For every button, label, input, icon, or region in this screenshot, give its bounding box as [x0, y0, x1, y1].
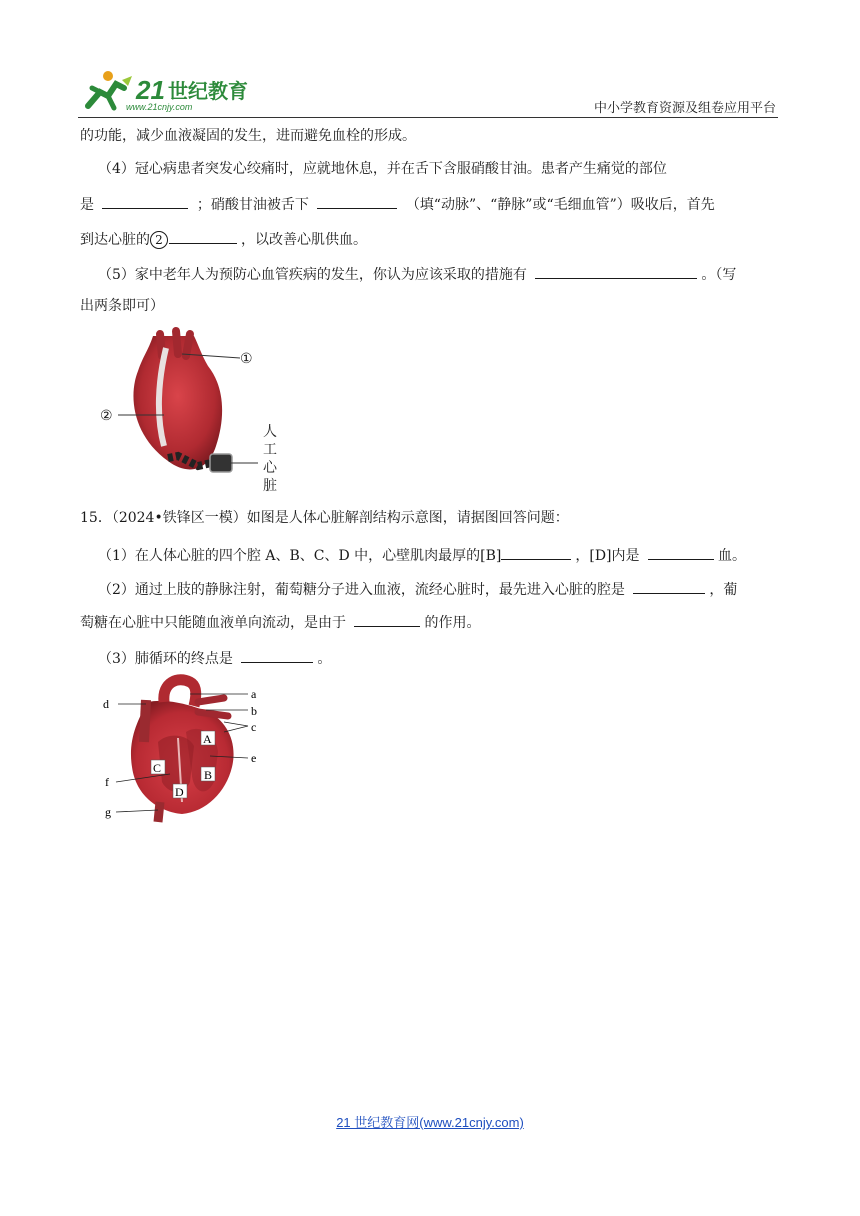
- footer-link[interactable]: 21 世纪教育网(www.21cnjy.com): [336, 1115, 524, 1130]
- answer-blank[interactable]: [535, 263, 697, 279]
- answer-blank[interactable]: [501, 544, 571, 560]
- answer-blank[interactable]: [354, 611, 420, 627]
- q4-c-text2: ，以改善心肌供血。: [241, 232, 367, 248]
- q4-line-a: （4）冠心病患者突发心绞痛时，应就地休息，并在舌下含服硝酸甘油。患者产生痛觉的部位: [98, 161, 667, 177]
- q15-3-text1: （3）肺循环的终点是: [98, 651, 233, 667]
- q15-2-line-a: [98, 578, 737, 600]
- circled-number: 2: [150, 231, 168, 249]
- q15-2-text1: （2）通过上肢的静脉注射，葡萄糖分子进入血液，流经心脏时，最先进入心脏的腔是: [98, 582, 625, 598]
- fig2-label-d: d: [103, 697, 109, 711]
- fig2-label-e: e: [251, 751, 257, 765]
- fig2-chamber-C: C: [153, 761, 162, 775]
- fig1-label-2: ②: [100, 408, 113, 424]
- answer-blank[interactable]: [169, 228, 237, 244]
- fig1-label-1: ①: [240, 351, 253, 367]
- q15-2-line-b: [80, 611, 480, 633]
- logo-name: 世纪教育: [168, 79, 248, 103]
- q15-1-text1: （1）在人体心脏的四个腔 A、B、C、D 中，心壁肌肉最厚的[B]: [98, 548, 502, 564]
- logo-number: 21: [136, 75, 165, 105]
- q4-b-text3: （填“动脉”、“静脉”或“毛细血管”）吸收后，首先: [405, 197, 715, 213]
- q4-line-c: [80, 228, 367, 250]
- heart-anatomy-figure: [98, 672, 278, 830]
- header-platform-text: 中小学教育资源及组卷应用平台: [593, 101, 776, 116]
- q15-2-text2: ，葡: [709, 582, 738, 598]
- logo-url: www.21cnjy.com: [126, 102, 193, 112]
- fig2-label-b: b: [251, 704, 257, 718]
- q15-1-line: [98, 544, 746, 566]
- q4-b-text1: 是: [80, 197, 94, 213]
- answer-blank[interactable]: [317, 193, 397, 209]
- text-line-1: 的功能，减少血液凝固的发生，进而避免血栓的形成。: [80, 128, 416, 144]
- header-logo: [78, 66, 278, 116]
- q15-1-text2: ，[D]内是: [575, 548, 640, 564]
- fig2-label-f: f: [105, 775, 109, 789]
- fig1-side-label-1: 人: [263, 424, 277, 440]
- q5-a-text1: （5）家中老年人为预防心血管疾病的发生，你认为应该采取的措施有: [98, 267, 527, 283]
- fig2-chamber-D: D: [175, 785, 184, 799]
- q5-line-a: [98, 263, 736, 285]
- answer-blank[interactable]: [648, 544, 714, 560]
- q4-line-b: [80, 193, 715, 215]
- q15-3-text2: 。: [317, 651, 332, 667]
- fig1-side-label-3: 心: [263, 460, 277, 476]
- artificial-heart-figure: [98, 326, 288, 496]
- q5-line-b: 出两条即可）: [80, 298, 164, 314]
- q5-a-text2: 。（写: [701, 267, 737, 283]
- header-divider: [78, 117, 778, 118]
- answer-blank[interactable]: [102, 193, 188, 209]
- answer-blank[interactable]: [633, 578, 705, 594]
- fig2-chamber-B: B: [204, 768, 213, 782]
- fig1-side-label-4: 脏: [263, 478, 277, 494]
- q15-2c-text2: 的作用。: [424, 615, 481, 631]
- logo-runner-icon: [78, 66, 278, 116]
- fig2-label-a: a: [251, 687, 257, 701]
- fig2-chamber-A: A: [203, 732, 212, 746]
- fig2-label-c: c: [251, 720, 257, 734]
- q4-c-text1: 到达心脏的: [80, 232, 150, 248]
- q15-1-text3: 血。: [717, 548, 746, 564]
- fig1-side-label-2: 工: [263, 442, 277, 458]
- q15-2c-text1: 萄糖在心脏中只能随血液单向流动，是由于: [80, 615, 346, 631]
- q4-b-text2: ；硝酸甘油被舌下: [196, 197, 309, 213]
- fig2-label-g: g: [105, 805, 111, 819]
- answer-blank[interactable]: [241, 647, 313, 663]
- q15-3-line: [98, 647, 331, 669]
- q15-title: 15．（2024•铁锋区一模）如图是人体心脏解剖结构示意图，请据图回答问题：: [80, 510, 569, 526]
